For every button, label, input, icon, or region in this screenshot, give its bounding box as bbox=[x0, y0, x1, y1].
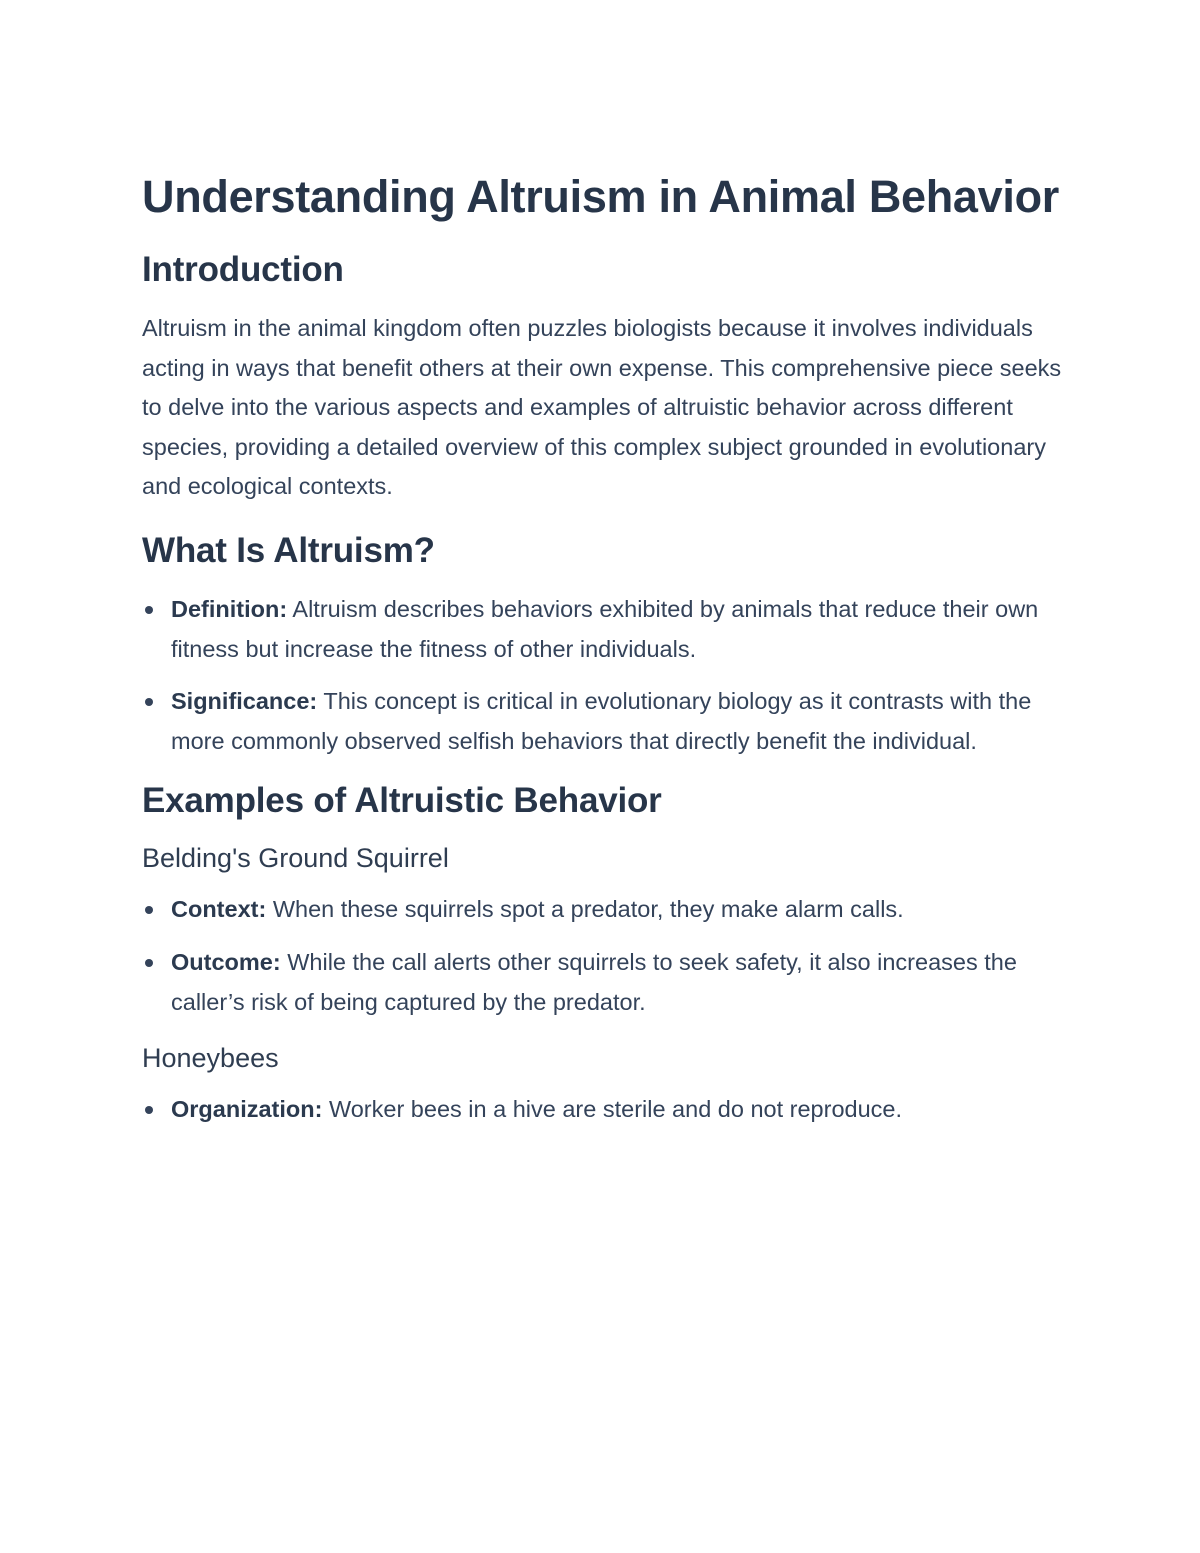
section-heading-introduction: Introduction bbox=[142, 250, 344, 289]
bullet-icon bbox=[145, 959, 153, 967]
bullet-icon bbox=[145, 906, 153, 914]
document-title: Understanding Altruism in Animal Behavior bbox=[142, 171, 1059, 222]
list-item-text: This concept is critical in evolutionary biology as it contrasts with the more commonly observed selfish behaviors that directly benefit the individual. bbox=[171, 688, 1032, 754]
list-item-text: While the call alerts other squirrels to seek safety, it also increases the caller’s risk of being captured by the predator. bbox=[171, 948, 1017, 1015]
list-item bbox=[142, 590, 1062, 669]
squirrel-list bbox=[142, 890, 1062, 1022]
list-item-text: When these squirrels spot a predator, they make alarm calls. bbox=[266, 896, 904, 923]
list-item bbox=[142, 682, 1062, 761]
list-item-term: Significance: bbox=[171, 688, 318, 715]
bullet-icon bbox=[145, 698, 153, 706]
honeybees-list bbox=[142, 1090, 1062, 1130]
section-heading-examples: Examples of Altruistic Behavior bbox=[142, 781, 662, 821]
what-is-altruism-list bbox=[142, 590, 1062, 761]
list-item-term: Organization: bbox=[171, 1096, 323, 1123]
bullet-icon bbox=[145, 606, 153, 614]
list-item bbox=[142, 1090, 1062, 1130]
list-item-term: Context: bbox=[171, 896, 267, 923]
list-item-text: Worker bees in a hive are sterile and do not reproduce. bbox=[322, 1096, 903, 1123]
section-heading-what-is-altruism: What Is Altruism? bbox=[142, 530, 435, 570]
bullet-icon bbox=[145, 1106, 153, 1114]
document-page bbox=[142, 165, 1062, 1148]
list-item-term: Definition: bbox=[171, 595, 288, 622]
list-item-text: Altruism describes behaviors exhibited by animals that reduce their own fitness but increase the fitness of other individuals. bbox=[171, 595, 1039, 662]
list-item bbox=[142, 943, 1062, 1022]
list-item bbox=[142, 890, 1062, 930]
intro-paragraph: Altruism in the animal kingdom often puzzles biologists because it involves individuals acting in ways that benefit others at their own expense. This comprehensive piece seeks to delve into the various aspects and examples of altruistic behavior across different species, providing a detailed overview of this complex subject grounded in evolutionary and ecological contexts. bbox=[142, 315, 1062, 500]
subsection-heading-honeybees: Honeybees bbox=[142, 1043, 279, 1074]
list-item-term: Outcome: bbox=[171, 948, 281, 975]
subsection-heading-squirrel: Belding's Ground Squirrel bbox=[142, 843, 449, 874]
